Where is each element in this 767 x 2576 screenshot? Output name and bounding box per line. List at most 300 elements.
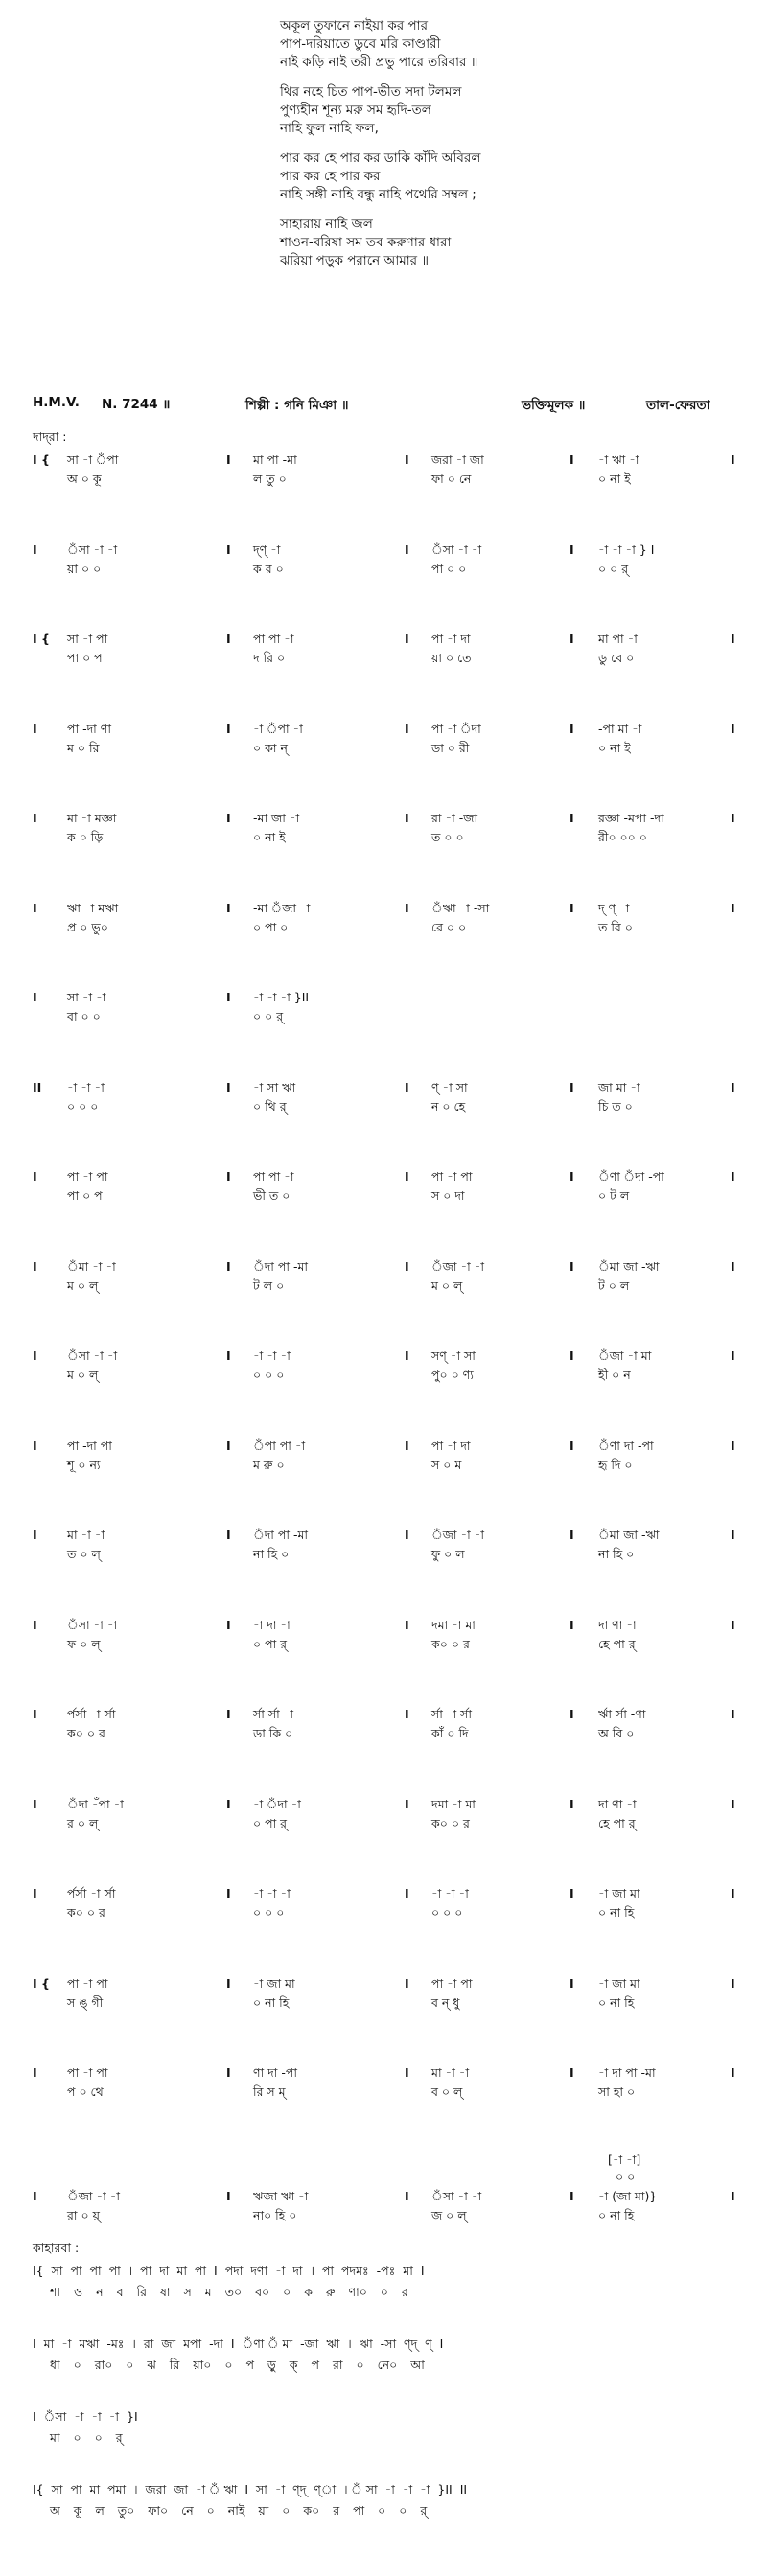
- syllable-group: অ বি ০: [598, 1726, 635, 1740]
- bar-line: I: [226, 1796, 231, 1811]
- note-group: পা -া ঁদা: [431, 721, 481, 736]
- syllable-group: না হি ০: [253, 1547, 290, 1561]
- lyric-line: পার কর হে পার কর: [280, 169, 381, 184]
- syllable-group: ক০ ০ র: [431, 1815, 470, 1830]
- note-group: সা -া পা: [67, 632, 108, 646]
- note-group: পা -া দা: [431, 632, 471, 646]
- note-group: -া জা মা: [253, 1975, 295, 1990]
- kaharba-syllable-row: শা ও ন ব রি ষা স ম ত০ ব০ ০ ক রু ণা০ ০ র: [50, 2285, 408, 2299]
- notation-row: [33, 1438, 742, 1458]
- note-group: পা পা -া: [253, 632, 294, 646]
- section-kaharba-title: কাহারবা :: [33, 2241, 80, 2255]
- bar-line: I: [731, 1438, 735, 1453]
- syllable-group: ডু বে ০: [598, 651, 635, 665]
- bar-line: I: [33, 1348, 37, 1363]
- bar-line: I: [405, 811, 409, 825]
- syllable-group: রি স ম্: [253, 2084, 286, 2099]
- note-group: ঁজা -া -া: [431, 1258, 485, 1274]
- bar-line: I: [405, 2189, 409, 2203]
- bar-line: I: [731, 811, 735, 825]
- bar-line: I: [405, 1348, 409, 1363]
- bar-line: I: [569, 1258, 574, 1274]
- bar-line: I: [405, 632, 409, 646]
- note-group: পা -া পা: [67, 1169, 108, 1184]
- syllable-row: [33, 651, 742, 670]
- note-group: পা -দা পা: [67, 1438, 112, 1453]
- syllable-group: ০ না হি: [598, 1994, 635, 2010]
- notation-row: [33, 2189, 742, 2208]
- note-group: -া -া -া: [253, 1348, 291, 1363]
- note-group: মা -া -া: [67, 1528, 105, 1542]
- syllable-row: [33, 2084, 742, 2104]
- syllable-group: পা ০ প: [67, 651, 103, 665]
- bar-line: I: [405, 452, 409, 467]
- note-group: দ্‌ণ্‌ -া: [253, 541, 281, 557]
- syllable-group: ০ ০ ০: [253, 1368, 285, 1382]
- bar-line: I {: [33, 632, 50, 646]
- syllable-group: ক০ ০ র: [431, 1636, 470, 1651]
- notation-row: [33, 1528, 742, 1547]
- syllable-row: [33, 1458, 742, 1477]
- bar-line: I: [569, 1528, 574, 1542]
- bar-line: I: [405, 2065, 409, 2080]
- note-group: -পা মা -া: [598, 721, 642, 736]
- note-group: মা -া মজ্ঞা: [67, 811, 117, 825]
- bar-line: I: [33, 990, 37, 1004]
- syllable-group: ডা ০ রী: [431, 740, 470, 755]
- lyric-line: পাপ-দরিয়াতে ডুবে মরি কাণ্ডারী: [280, 36, 441, 52]
- syllable-group: প্র ০ ভু০: [67, 919, 108, 934]
- note-group: ঁণা দা -পা: [598, 1438, 654, 1453]
- bar-line: I {: [33, 1975, 50, 1990]
- note-group: পা -া পা: [67, 1975, 108, 1990]
- bar-line: I: [405, 1169, 409, 1184]
- note-group: -া -া -া } I: [598, 541, 655, 557]
- syllable-group: ম রু ০: [253, 1457, 285, 1472]
- note-group: ণা দা -পা: [253, 2065, 297, 2080]
- bar-line: I {: [33, 452, 50, 467]
- notation-row: [33, 2065, 742, 2084]
- bar-line: I: [33, 1528, 37, 1542]
- syllable-row: [33, 1547, 742, 1566]
- lyric-stanza: [280, 83, 721, 138]
- bar-line: I: [33, 1617, 37, 1632]
- bar-line: I: [405, 1438, 409, 1453]
- note-group: ঁদা পা -মা: [253, 1528, 309, 1542]
- note-group: ঁসা -া -া: [431, 2189, 482, 2203]
- syllable-group: জ ০ ল্‌: [431, 2208, 467, 2222]
- section-dadra-title: দাদ্‌রা :: [33, 429, 67, 444]
- lyric-line: অকূল তুফানে নাইয়া কর পার: [280, 18, 428, 34]
- bar-line: I: [569, 452, 574, 467]
- bar-line: I: [226, 2065, 231, 2080]
- note-group: -া -া -া: [431, 1886, 469, 1900]
- note-group: -া সা ঋা: [253, 1079, 296, 1094]
- note-group: পা -া পা: [431, 1975, 473, 1990]
- note-group: ঁসা -া -া: [67, 541, 118, 557]
- kaharba-notation-row: I ঁসা -া -া -া }I: [33, 2409, 138, 2424]
- syllable-row: [33, 1009, 742, 1028]
- kaharba-notation-row: I মা -া মঋা -মঃ । রা জা মপা -দা I ঁণা ঁমা -জা ঋা । ঋা -সা ণ্‌দ্‌ ণ্‌ I: [33, 2336, 444, 2351]
- syllable-row: [33, 472, 742, 491]
- syllable-row: [33, 562, 742, 581]
- bar-line: I: [731, 452, 735, 467]
- note-group: ঁমা জা -ঋা: [598, 1528, 660, 1542]
- syllable-row: [33, 1099, 742, 1118]
- note-group: দা ণা -া: [598, 1796, 637, 1811]
- syllable-group: ০ না হি: [598, 1905, 635, 1920]
- note-group: দা ণা -া: [598, 1617, 637, 1632]
- syllable-group: ম ০ ল্‌: [67, 1368, 99, 1382]
- bar-line: I: [226, 900, 231, 915]
- bar-line: I: [405, 900, 409, 915]
- note-group: -া (জা মা)}: [598, 2189, 658, 2203]
- syllable-group: ০ না হি: [598, 2208, 635, 2222]
- syllable-group: ন ০ হে: [431, 1098, 466, 1114]
- syllable-group: হী ০ ন: [598, 1368, 631, 1382]
- note-group: -মা ঁজা -া: [253, 900, 311, 915]
- bar-line: I: [569, 1079, 574, 1094]
- note-group: দমা -া মা: [431, 1617, 476, 1632]
- syllable-group: ০ ০ ০: [253, 1905, 285, 1920]
- bar-line: I: [569, 1886, 574, 1900]
- syllable-group: চি ত ০: [598, 1098, 633, 1114]
- note-group: -া -া -া }II: [253, 990, 310, 1004]
- bar-line: I: [33, 2065, 37, 2080]
- bar-line: I: [226, 2189, 231, 2203]
- alternate-ending: [-া -া]: [608, 2152, 641, 2167]
- bar-line: I: [226, 1975, 231, 1990]
- syllable-row: [33, 1188, 742, 1208]
- bar-line: I: [731, 632, 735, 646]
- bar-line: I: [731, 1169, 735, 1184]
- note-group: সা -া ঁপা: [67, 452, 119, 467]
- syllable-group: ক র ০: [253, 561, 284, 576]
- syllable-group: ০ না ই: [253, 830, 286, 844]
- syllable-group: ত রি ০: [598, 919, 633, 934]
- bar-line: I: [33, 1707, 37, 1721]
- alternate-ending-syllables: ০ ০: [616, 2170, 636, 2184]
- bar-line: I: [226, 721, 231, 736]
- note-group: ঁজা -া -া: [67, 2189, 121, 2203]
- note-group: ঋা -া মঋা: [67, 900, 119, 915]
- note-group: সা -া -া: [67, 990, 106, 1004]
- notation-row: [33, 722, 742, 741]
- note-group: ঋজা ঋা -া: [253, 2189, 309, 2203]
- note-group: ঁঋা -া -সা: [431, 900, 490, 915]
- note-group: ঁপা পা -া: [253, 1438, 306, 1453]
- note-group: ঁসা -া -া: [431, 541, 482, 557]
- bar-line: I: [405, 1258, 409, 1274]
- note-group: দ্‌ ণ্‌ -া: [598, 900, 630, 915]
- note-group: ঁমা জা -ঋা: [598, 1258, 660, 1274]
- syllable-group: ০ কা ন্‌: [253, 740, 288, 755]
- syllable-group: ০ না ই: [598, 472, 631, 486]
- syllable-row: [33, 920, 742, 939]
- syllable-group: ০ না ই: [598, 740, 631, 755]
- bar-line: I: [731, 1528, 735, 1542]
- kaharba-notation-row: I{ সা পা পা পা । পা দা মা পা I পদা দণা -া দা । পা পদমঃ -পঃ মা I: [33, 2264, 425, 2278]
- syllable-group: য়া ০ তে: [431, 651, 472, 665]
- note-group: র্পর্সা -া র্সা: [67, 1707, 116, 1721]
- notation-row: [33, 1797, 742, 1816]
- syllable-group: প ০ থে: [67, 2084, 104, 2099]
- note-group: মা পা -মা: [253, 452, 297, 467]
- lyric-line: নাহি ফুল নাহি ফল,: [280, 121, 379, 136]
- syllable-group: ম ০ ল্‌: [67, 1277, 99, 1293]
- bar-line: I: [226, 1258, 231, 1274]
- bar-line: I: [33, 900, 37, 915]
- syllable-group: ০ থি র্‌: [253, 1098, 287, 1114]
- bar-line: I: [731, 1886, 735, 1900]
- note-group: -া দা -া: [253, 1617, 291, 1632]
- bar-line: I: [731, 1796, 735, 1811]
- bar-line: I: [731, 1617, 735, 1632]
- note-group: পা -া পা: [431, 1169, 473, 1184]
- syllable-group: ব ০ ল্‌: [431, 2084, 463, 2099]
- note-group: -া -া -া: [253, 1886, 291, 1900]
- syllable-group: ভী ত ০: [253, 1188, 291, 1203]
- syllable-group: কাঁ ০ দি: [431, 1726, 469, 1740]
- syllable-group: ফু ০ ল: [431, 1547, 465, 1561]
- syllable-group: ম ০ রি: [67, 740, 100, 755]
- note-group: ঁসা -া -া: [67, 1348, 118, 1363]
- bar-line: II: [33, 1079, 42, 1094]
- bar-line: I: [226, 1617, 231, 1632]
- note-group: পা -া দা: [431, 1438, 471, 1453]
- lyric-stanza: [280, 17, 721, 72]
- syllable-group: ০ ০ র্‌: [253, 1009, 284, 1024]
- note-group: ঁমা -া -া: [67, 1258, 116, 1274]
- artist-name: শিল্পী : গনি মিঞা ॥: [245, 398, 349, 413]
- bar-line: I: [569, 1617, 574, 1632]
- bar-line: I: [731, 1258, 735, 1274]
- syllable-group: স ০ দা: [431, 1188, 465, 1203]
- bar-line: I: [226, 1169, 231, 1184]
- bar-line: I: [731, 2065, 735, 2080]
- note-group: ণ্‌ -া সা: [431, 1079, 468, 1094]
- bar-line: I: [731, 1079, 735, 1094]
- bar-line: I: [405, 1796, 409, 1811]
- note-group: দমা -া মা: [431, 1796, 476, 1811]
- syllable-group: র ০ ল্‌: [67, 1815, 99, 1830]
- syllable-group: রে ০ ০: [431, 919, 467, 934]
- syllable-group: শূ ০ ন্য: [67, 1457, 101, 1472]
- note-group: র্ঋা র্সা -ণা: [598, 1707, 646, 1721]
- note-group: -া ঁপা -া: [253, 721, 303, 736]
- bar-line: I: [226, 1528, 231, 1542]
- bar-line: I: [569, 1348, 574, 1363]
- syllable-group: ম ০ ল্‌: [431, 1277, 463, 1293]
- note-group: রা -া -জা: [431, 811, 478, 825]
- bar-line: I: [731, 1707, 735, 1721]
- note-group: -া -া -া: [67, 1079, 105, 1094]
- bar-line: I: [405, 541, 409, 557]
- note-group: পা -দা ণা: [67, 721, 111, 736]
- bar-line: I: [569, 632, 574, 646]
- note-group: মা পা -া: [598, 632, 638, 646]
- bar-line: I: [226, 811, 231, 825]
- note-group: র্পর্সা -া র্সা: [67, 1886, 116, 1900]
- note-group: -া জা মা: [598, 1886, 640, 1900]
- syllable-group: ট ল ০: [253, 1277, 285, 1293]
- lyric-line: সাহারায় নাহি জল: [280, 217, 373, 232]
- bar-line: I: [405, 1079, 409, 1094]
- notation-row: [33, 1259, 742, 1278]
- syllable-group: সা হা ০: [598, 2084, 636, 2099]
- bar-line: I: [33, 721, 37, 736]
- bar-line: I: [569, 811, 574, 825]
- syllable-row: [33, 830, 742, 849]
- bar-line: I: [569, 721, 574, 736]
- note-group: জরা -া জা: [431, 452, 484, 467]
- syllable-group: ক ০ ড়ি: [67, 830, 104, 844]
- syllable-group: ফ ০ ল্‌: [67, 1636, 101, 1651]
- syllable-group: হে পা র্‌: [598, 1815, 636, 1830]
- syllable-group: ক০ ০ র: [67, 1905, 105, 1920]
- syllable-group: ত ০ ০: [431, 830, 464, 844]
- bar-line: I: [226, 1438, 231, 1453]
- syllable-group: রী০ ০০ ০: [598, 830, 647, 844]
- bar-line: I: [569, 2189, 574, 2203]
- note-group: পা -া পা: [67, 2065, 108, 2080]
- notation-row: [33, 1707, 742, 1726]
- note-group: জা মা -া: [598, 1079, 640, 1094]
- bar-line: I: [33, 1438, 37, 1453]
- bar-line: I: [226, 541, 231, 557]
- syllable-group: ল তু ০: [253, 472, 287, 486]
- syllable-group: না০ হি ০: [253, 2208, 297, 2222]
- lyric-line: পুণ্যহীন শূন্য মরু সম হৃদি-তল: [280, 103, 431, 118]
- syllable-group: ০ ০ ০: [431, 1905, 463, 1920]
- syllable-group: ০ ০ ০: [67, 1098, 99, 1114]
- syllable-group: অ ০ কূ: [67, 472, 102, 486]
- syllable-group: পু০ ০ ণ্য: [431, 1368, 474, 1382]
- syllable-group: ০ না হি: [253, 1994, 290, 2010]
- label-name: H.M.V.: [33, 395, 80, 410]
- note-group: রজ্ঞা -মপা -দা: [598, 811, 664, 825]
- note-group: পা পা -া: [253, 1169, 294, 1184]
- bar-line: I: [569, 1707, 574, 1721]
- lyric-stanza: [280, 150, 721, 204]
- lyric-line: নাই কড়ি নাই তরী প্রভু পারে তরিবার ॥: [280, 55, 478, 70]
- bar-line: I: [731, 2189, 735, 2203]
- bar-line: I: [226, 452, 231, 467]
- bar-line: I: [569, 1796, 574, 1811]
- notation-row: [33, 452, 742, 472]
- syllable-group: ডা কি ০: [253, 1726, 293, 1740]
- notation-row: [33, 1618, 742, 1637]
- syllable-group: ত ০ ল্‌: [67, 1547, 101, 1561]
- notation-row: [33, 901, 742, 920]
- kaharba-notation-row: I{ সা পা মা পমা । জরা জা -া ঁঋা I সা -া ণ্‌দ্‌ ণ্‌া । ঁসা -া -া -া }II II: [33, 2482, 468, 2496]
- notation-row: [33, 990, 742, 1009]
- genre: ভক্তিমূলক ॥: [522, 398, 586, 413]
- syllable-group: ট ০ ল: [598, 1277, 630, 1293]
- syllable-group: ০ পা ০: [253, 919, 289, 934]
- bar-line: I: [226, 1079, 231, 1094]
- syllable-row: [33, 741, 742, 760]
- note-group: ঁজা -া -া: [431, 1528, 485, 1542]
- bar-line: I: [405, 1528, 409, 1542]
- lyrics-block: [280, 17, 721, 282]
- syllable-group: ব ন্‌ ধু: [431, 1994, 460, 2010]
- syllable-group: বা ০ ০: [67, 1009, 101, 1024]
- note-group: র্সা র্সা -া: [253, 1707, 294, 1721]
- syllable-row: [33, 1816, 742, 1835]
- syllable-group: স ঙ্‌ গী: [67, 1994, 104, 2010]
- bar-line: I: [569, 2065, 574, 2080]
- lyric-line: নাহি সঙ্গী নাহি বন্ধু নাহি পথেরি সম্বল ;: [280, 187, 476, 202]
- bar-line: I: [731, 900, 735, 915]
- note-group: -া ঁদা -া: [253, 1796, 301, 1811]
- note-group: মা -া -া: [431, 2065, 470, 2080]
- note-group: -া দা পা -মা: [598, 2065, 656, 2080]
- note-group: ঁসা -া -া: [67, 1617, 118, 1632]
- bar-line: I: [731, 1348, 735, 1363]
- syllable-group: স ০ ম: [431, 1457, 462, 1472]
- bar-line: I: [33, 2189, 37, 2203]
- bar-line: I: [405, 1886, 409, 1900]
- syllable-group: পা ০ ০: [431, 561, 467, 576]
- note-group: র্সা -া র্সা: [431, 1707, 473, 1721]
- notation-row: [33, 1976, 742, 1995]
- bar-line: I: [731, 721, 735, 736]
- syllable-group: ০ পা র্‌: [253, 1815, 288, 1830]
- record-number: N. 7244 ॥: [102, 397, 171, 412]
- syllable-group: পা ০ প: [67, 1188, 103, 1203]
- bar-line: I: [226, 1348, 231, 1363]
- syllable-row: [33, 1637, 742, 1656]
- notation-row: [33, 1886, 742, 1905]
- bar-line: I: [405, 721, 409, 736]
- bar-line: I: [226, 632, 231, 646]
- bar-line: I: [731, 1975, 735, 1990]
- notation-row: [33, 542, 742, 562]
- notation-row: [33, 1080, 742, 1099]
- lyric-line: শাওন-বরিষা সম তব করুণার ধারা: [280, 235, 452, 250]
- lyric-line: থির নহে চিত পাপ-ভীত সদা টলমল: [280, 84, 462, 100]
- kaharba-syllable-row: অ কূ ল তু০ ফা০ নে ০ নাই য়া ০ ক০ র পা ০ ০ র্‌: [50, 2503, 428, 2518]
- bar-line: I: [226, 1707, 231, 1721]
- bar-line: I: [569, 541, 574, 557]
- syllable-group: দ রি ০: [253, 651, 286, 665]
- syllable-group: রা ০ য়্‌: [67, 2208, 100, 2222]
- notation-row: [33, 1348, 742, 1368]
- bar-line: I: [569, 1975, 574, 1990]
- syllable-group: য়া ০ ০: [67, 561, 102, 576]
- bar-line: I: [226, 990, 231, 1004]
- syllable-group: ০ ০ র্‌: [598, 561, 629, 576]
- lyric-stanza: [280, 216, 721, 270]
- note-group: ঁজা -া মা: [598, 1348, 652, 1363]
- note-group: -মা জা -া: [253, 811, 300, 825]
- lyric-line: ঝরিয়া পড়ুক পরানে আমার ॥: [280, 253, 429, 268]
- bar-line: I: [569, 1438, 574, 1453]
- lyric-line: পার কর হে পার কর ডাকি কাঁদি অবিরল: [280, 150, 481, 166]
- note-group: সণ্‌ -া সা: [431, 1348, 476, 1363]
- bar-line: I: [405, 1975, 409, 1990]
- syllable-row: [33, 1368, 742, 1387]
- bar-line: I: [33, 1796, 37, 1811]
- note-group: -া ঋা -া: [598, 452, 639, 467]
- syllable-row: [33, 1278, 742, 1298]
- syllable-group: না হি ০: [598, 1547, 635, 1561]
- bar-line: I: [33, 1258, 37, 1274]
- notation-row: [33, 1169, 742, 1188]
- bar-line: I: [405, 1617, 409, 1632]
- bar-line: I: [569, 1169, 574, 1184]
